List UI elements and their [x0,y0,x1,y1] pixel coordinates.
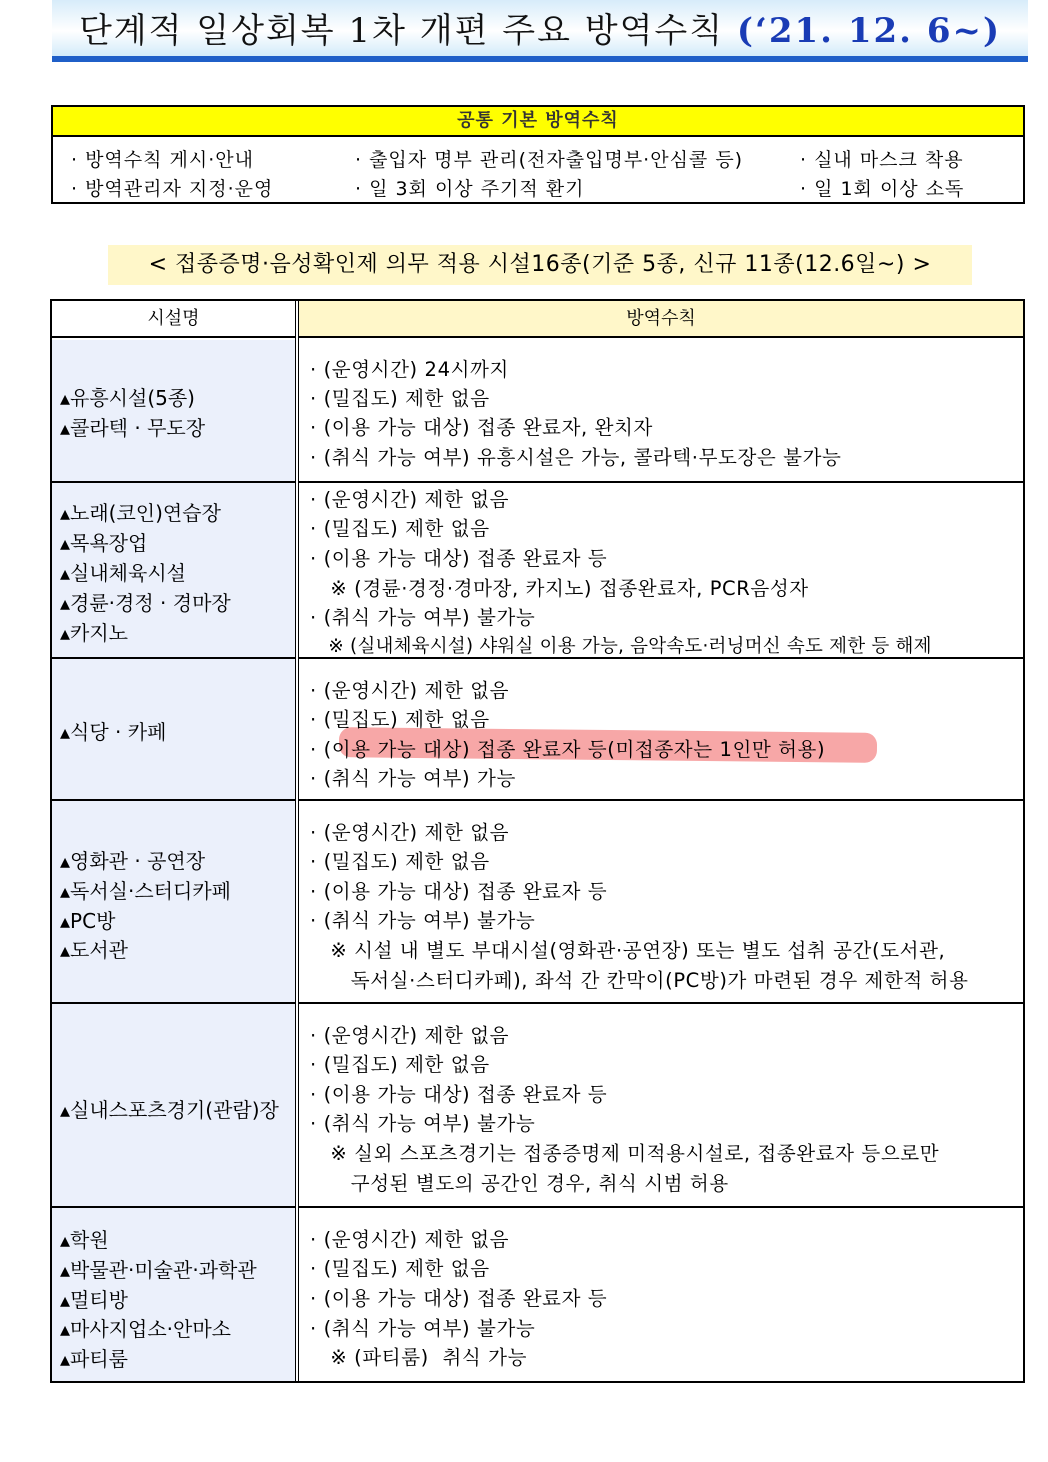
rule-line: · (운영시간) 제한 없음 [310,821,510,844]
facility-cell [52,1208,295,1381]
rule-note: 독서실·스터디카페), 좌석 간 칸막이(PC방)가 마련된 경우 제한적 허용 [310,969,969,992]
common-rule-item: · 일 1회 이상 소독 [800,178,965,200]
rule-line: · (취식 가능 여부) 불가능 [310,1317,536,1340]
rule-line: · (이용 가능 대상) 접종 완료자, 완치자 [310,416,653,439]
rule-note: ※ (파티룸) 취식 가능 [310,1346,528,1369]
facility-rules-table [50,299,1025,1383]
common-rule-item: · 방역관리자 지정·운영 [71,178,274,200]
rule-note: 구성된 별도의 공간인 경우, 취식 시범 허용 [310,1172,729,1195]
facility-name: ▴PC방 [60,909,116,933]
facility-name: ▴식당 · 카페 [60,720,167,744]
facility-cell [52,483,295,659]
facility-name: ▴박물관·미술관·과학관 [60,1258,257,1282]
rule-line: · (취식 가능 여부) 불가능 [310,606,536,629]
table-row [52,1002,1023,1208]
facility-name: ▴학원 [60,1228,109,1252]
facility-cell [52,1004,295,1208]
common-rule-item: · 방역수칙 게시·안내 [71,149,254,171]
common-rule-item: · 일 3회 이상 주기적 환기 [355,178,585,200]
rule-line: · (운영시간) 제한 없음 [310,679,510,702]
rule-line: · (취식 가능 여부) 유흥시설은 가능, 콜라텍·무도장은 불가능 [310,446,842,469]
rule-line: · (운영시간) 24시까지 [310,358,509,381]
title-main: 단계적 일상회복 1차 개편 주요 방역수칙 [78,11,737,51]
rule-line: · (취식 가능 여부) 가능 [310,767,516,790]
rule-line: · (취식 가능 여부) 불가능 [310,1112,536,1135]
facility-name: ▴목욕장업 [60,531,148,555]
facility-name: ▴멀티방 [60,1288,128,1312]
facility-name: ▴실내스포츠경기(관람)장 [60,1098,279,1122]
facility-name: ▴마사지업소·안마소 [60,1317,231,1341]
facility-name: ▴경륜·경정 · 경마장 [60,591,231,615]
facility-cell [52,801,295,1004]
facility-name: ▴파티룸 [60,1347,128,1371]
common-rules-heading: 공통 기본 방역수칙 [53,107,1023,137]
rule-note: ※ (경륜·경정·경마장, 카지노) 접종완료자, PCR음성자 [310,577,809,600]
facility-name: ▴독서실·스터디카페 [60,879,231,903]
rule-line: · (이용 가능 대상) 접종 완료자 등 [310,1083,608,1106]
page-title [52,0,1028,62]
rule-note: ※ (실내체육시설) 샤워실 이용 가능, 음악속도·러닝머신 속도 제한 등 해제 [310,636,932,657]
table-header-row [52,301,1023,338]
header-rules: 방역수칙 [299,301,1023,336]
common-rules-grid [53,137,1023,204]
rule-line: · (밀집도) 제한 없음 [310,1257,490,1280]
facility-cell [52,659,295,801]
facility-name: ▴노래(코인)연습장 [60,501,221,525]
rule-line: · (운영시간) 제한 없음 [310,488,510,511]
title-banner [52,0,1028,62]
rule-line-highlighted: · (이용 가능 대상) 접종 완료자 등(미접종자는 1인만 허용) [310,738,826,761]
rule-line: · (운영시간) 제한 없음 [310,1024,510,1047]
rule-line: · (이용 가능 대상) 접종 완료자 등 [310,547,608,570]
table-row [52,657,1023,801]
rule-line: · (밀집도) 제한 없음 [310,387,490,410]
facility-name: ▴실내체육시설 [60,561,186,585]
rule-line: · (이용 가능 대상) 접종 완료자 등 [310,1287,608,1310]
column-divider [295,301,299,1381]
common-rule-item: · 실내 마스크 착용 [800,149,964,171]
rule-note: ※ 실외 스포츠경기는 접종증명제 미적용시설로, 접종완료자 등으로만 [310,1142,940,1165]
rule-line: · (밀집도) 제한 없음 [310,1053,490,1076]
table-row [52,340,1023,483]
rule-note: ※ 시설 내 별도 부대시설(영화관·공연장) 또는 별도 섭취 공간(도서관, [310,939,946,962]
facility-cell [52,340,295,483]
facility-name: ▴영화관 · 공연장 [60,849,206,873]
table-row [52,1206,1023,1381]
rule-line: · (이용 가능 대상) 접종 완료자 등 [310,880,608,903]
title-date: (‘21. 12. 6~) [736,11,1002,51]
common-rule-item: · 출입자 명부 관리(전자출입명부·안심콜 등) [355,149,744,171]
facility-name: ▴유흥시설(5종) [60,386,195,410]
rule-line: · (밀집도) 제한 없음 [310,517,490,540]
rule-line: · (밀집도) 제한 없음 [310,850,490,873]
facility-name: ▴콜라텍 · 무도장 [60,416,206,440]
rule-line: · (밀집도) 제한 없음 [310,708,490,731]
facility-name: ▴도서관 [60,938,128,962]
facility-name: ▴카지노 [60,621,128,645]
header-facility: 시설명 [52,301,295,336]
table-row [52,799,1023,1004]
common-rules-box [51,105,1025,204]
facilities-subtitle: < 접종증명·음성확인제 의무 적용 시설16종(기준 5종, 신규 11종(12.6일~) > [108,245,972,285]
rule-line: · (취식 가능 여부) 불가능 [310,909,536,932]
rule-line: · (운영시간) 제한 없음 [310,1228,510,1251]
table-row [52,481,1023,659]
